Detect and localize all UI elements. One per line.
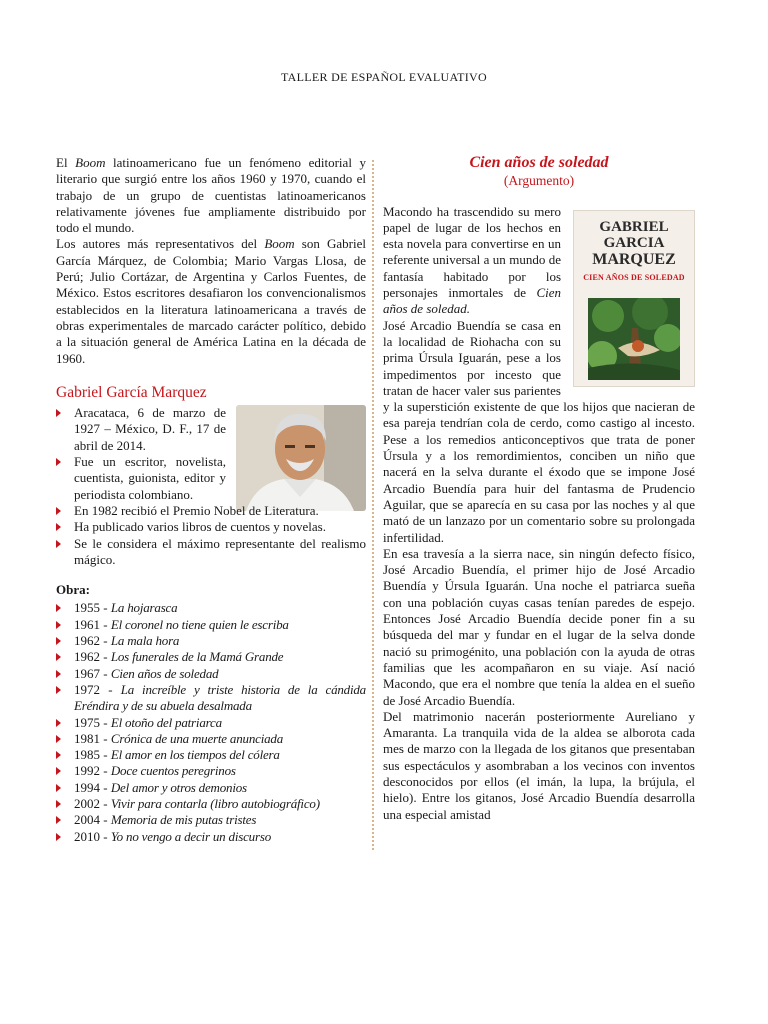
work-year: 1962 -: [74, 633, 111, 649]
work-title: Yo no vengo a decir un discurso: [110, 828, 271, 844]
novel-paragraph-3: En esa travesía a la sierra nace, sin ningún defecto físico, José Arcadio Buendía, el primer hijo de José Arcadio Buendía y Úrsula Iguarán. Una noche el patriarca sueña con una población cuyas casas tenían paredes de espejo. Entonces José Arcadio Buendía decide poner fin a su búsqueda del mar y fundar en el lugar de la selva donde nació su primogénito, una población con la ayuda de otras familias que les acompañaron en su viaje. Así nació Macondo, que era el nombre que tenía la aldea en el sueño de José Arcadio Buendía.: [383, 545, 695, 708]
bio-list-wide: [56, 503, 366, 568]
bullet-icon: [56, 637, 61, 645]
work-year: 2010 -: [74, 828, 111, 844]
work-item: [56, 633, 366, 649]
text: Los autores más representativos del: [56, 236, 265, 252]
intro-paragraph-2: [56, 236, 366, 366]
work-item: [56, 682, 366, 715]
work-year: 1981 -: [74, 730, 111, 746]
cover-author-last: MARQUEZ: [592, 250, 676, 268]
page-header: TALLER DE ESPAÑOL EVALUATIVO: [281, 70, 487, 84]
work-item: [56, 731, 366, 747]
novel-paragraph-4: Del matrimonio nacerán posteriormente Aureliano y Amaranta. La tranquila vida de la aldea se alborota cada mes de marzo con la llegada de los gitanos que presentaban sus espectáculos y asombraban a los vecinos con inventos desconocidos por ellos (el imán, la lupa, la brújula, el hielo). Entre los gitanos, José Arcadio Buendía desarrolla una especial amistad: [383, 708, 695, 822]
boom-term: Boom: [264, 236, 295, 252]
work-year: 2004 -: [74, 812, 111, 828]
works-heading: Obra:: [56, 582, 90, 598]
work-title: El otoño del patriarca: [110, 714, 222, 730]
bullet-icon: [56, 751, 61, 759]
bullet-icon: [56, 686, 61, 694]
bullet-icon: [56, 816, 61, 824]
bullet-icon: [56, 621, 61, 629]
bullet-icon: [56, 833, 61, 841]
work-year: 1961 -: [74, 616, 111, 632]
list-item: [56, 405, 226, 454]
work-item: [56, 747, 366, 763]
bullet-icon: [56, 670, 61, 678]
author-heading: Gabriel García Marquez: [56, 383, 207, 401]
work-year: 1992 -: [74, 763, 111, 779]
work-title: La mala hora: [110, 633, 180, 649]
bullet-icon: [56, 507, 61, 515]
work-item: [56, 715, 366, 731]
work-title: Los funerales de la Mamá Grande: [110, 649, 284, 665]
bullet-icon: [56, 604, 61, 612]
list-item: [56, 519, 366, 535]
text: En 1982 recibió el Premio Nobel de Literatura.: [74, 502, 319, 518]
text: Macondo ha trascendido su mero papel de lugar de los hechos en esta novela para convertirse en un referente universal a un mundo de fantasía habitado por los personajes inmortales de: [383, 203, 561, 301]
work-title: La increíble y triste historia de la cándida Eréndira y de su abuela desalmada: [74, 681, 366, 714]
cover-title: CIEN AÑOS DE SOLEDAD: [583, 272, 685, 282]
work-item: [56, 649, 366, 665]
left-column: [56, 155, 366, 845]
work-item: [56, 666, 366, 682]
cover-author-first: GABRIEL: [599, 218, 669, 235]
work-title: Cien años de soledad: [110, 665, 219, 681]
work-year: 1962 -: [74, 649, 111, 665]
novel-paragraph-2: José Arcadio Buendía se casa en la localidad de Riohacha con su prima Úrsula Iguarán, pese a los impedimentos por incesto que tratan de hacer valer sus parientes y la superstición existente de que los hijos que nacieran de esa pareja tendrían cola de cerdo, como castigo al incesto. Pese a los remedios anticonceptivos que trata de poner Úrsula y a los remordimientos, conciben un niño que nacerá en la selva durante el éxodo que se impone José Arcadio Buendía para huir del fantasma de Prudencio Aguilar, que se aparecía en su casa por las noches y al que mató de un lanzazo por un comentario sobre su prolongada infertilidad.: [383, 317, 695, 545]
work-item: [56, 763, 366, 779]
work-item: [56, 829, 366, 845]
work-year: 2002 -: [74, 795, 111, 811]
novel-subtitle: (Argumento): [503, 173, 575, 189]
text: Se le considera el máximo representante del realismo mágico.: [74, 535, 366, 567]
column-divider: [372, 160, 374, 850]
cover-author-middle: GARCIA: [603, 234, 665, 251]
author-bio: [56, 405, 366, 568]
work-title: Vivir para contarla (libro autobiográfico): [110, 795, 320, 811]
novel-title: Cien años de soledad: [469, 154, 609, 171]
book-cover: [573, 210, 695, 387]
work-title: El coronel no tiene quien le escriba: [110, 616, 289, 632]
text: El: [56, 155, 76, 170]
text: Fue un escritor, novelista, cuentista, guionista, editor y periodista colombiano.: [74, 454, 226, 502]
bullet-icon: [56, 523, 61, 531]
work-year: 1985 -: [74, 747, 111, 763]
bullet-icon: [56, 784, 61, 792]
work-title: El amor en los tiempos del cólera: [110, 747, 280, 763]
text: Ha publicado varios libros de cuentos y novelas.: [74, 519, 326, 535]
cover-illustration: [588, 298, 680, 380]
bullet-icon: [56, 540, 61, 548]
work-item: [56, 812, 366, 828]
work-item: [56, 600, 366, 616]
work-title: Crónica de una muerte anunciada: [110, 730, 284, 746]
bullet-icon: [56, 800, 61, 808]
right-column: [383, 155, 695, 823]
bullet-icon: [56, 653, 61, 661]
bullet-icon: [56, 409, 61, 417]
work-title: La hojarasca: [110, 600, 178, 616]
bullet-icon: [56, 767, 61, 775]
work-title: Doce cuentos peregrinos: [110, 763, 236, 779]
author-photo: [236, 405, 366, 511]
work-year: 1972 -: [74, 681, 121, 697]
list-item: [56, 503, 366, 519]
text: son Gabriel García Márquez, de Colombia; Mario Vargas Llosa, de Perú; Julio Cortázar, de Argentina y Carlos Fuentes, de México. Estos escritores desafiaron los convencionalismos establecidos en la literatura latinoamericana a través de obras experimentales de marcado carácter político, debido a la situación general de América Latina en la década de 1960.: [56, 236, 366, 366]
list-item: [56, 536, 366, 569]
bullet-icon: [56, 719, 61, 727]
text: Aracataca, 6 de marzo de 1927 – México, D. F., 17 de abril de 2014.: [74, 405, 226, 453]
bullet-icon: [56, 458, 61, 466]
intro-paragraph-1: [56, 155, 366, 236]
boom-term: Boom: [75, 155, 106, 170]
text: latinoamericano fue un fenómeno editorial y literario que surgió entre los años 1960 y 1970, cuando el trabajo de un grupo de cuentistas latinoamericanos relativamente jóvenes fue ampliamente distribuido por todo el mundo.: [56, 155, 366, 236]
work-item: [56, 780, 366, 796]
work-item: [56, 617, 366, 633]
work-year: 1994 -: [74, 779, 111, 795]
work-title: Memoria de mis putas tristes: [110, 812, 257, 828]
work-year: 1955 -: [74, 600, 111, 616]
works-list: [56, 600, 366, 844]
list-item: [56, 454, 226, 503]
work-year: 1975 -: [74, 714, 111, 730]
novel-title-ref: Cien años de soledad.: [383, 285, 561, 317]
portrait-image: [236, 405, 366, 511]
work-year: 1967 -: [74, 665, 111, 681]
work-item: [56, 796, 366, 812]
bullet-icon: [56, 735, 61, 743]
work-title: Del amor y otros demonios: [110, 779, 247, 795]
